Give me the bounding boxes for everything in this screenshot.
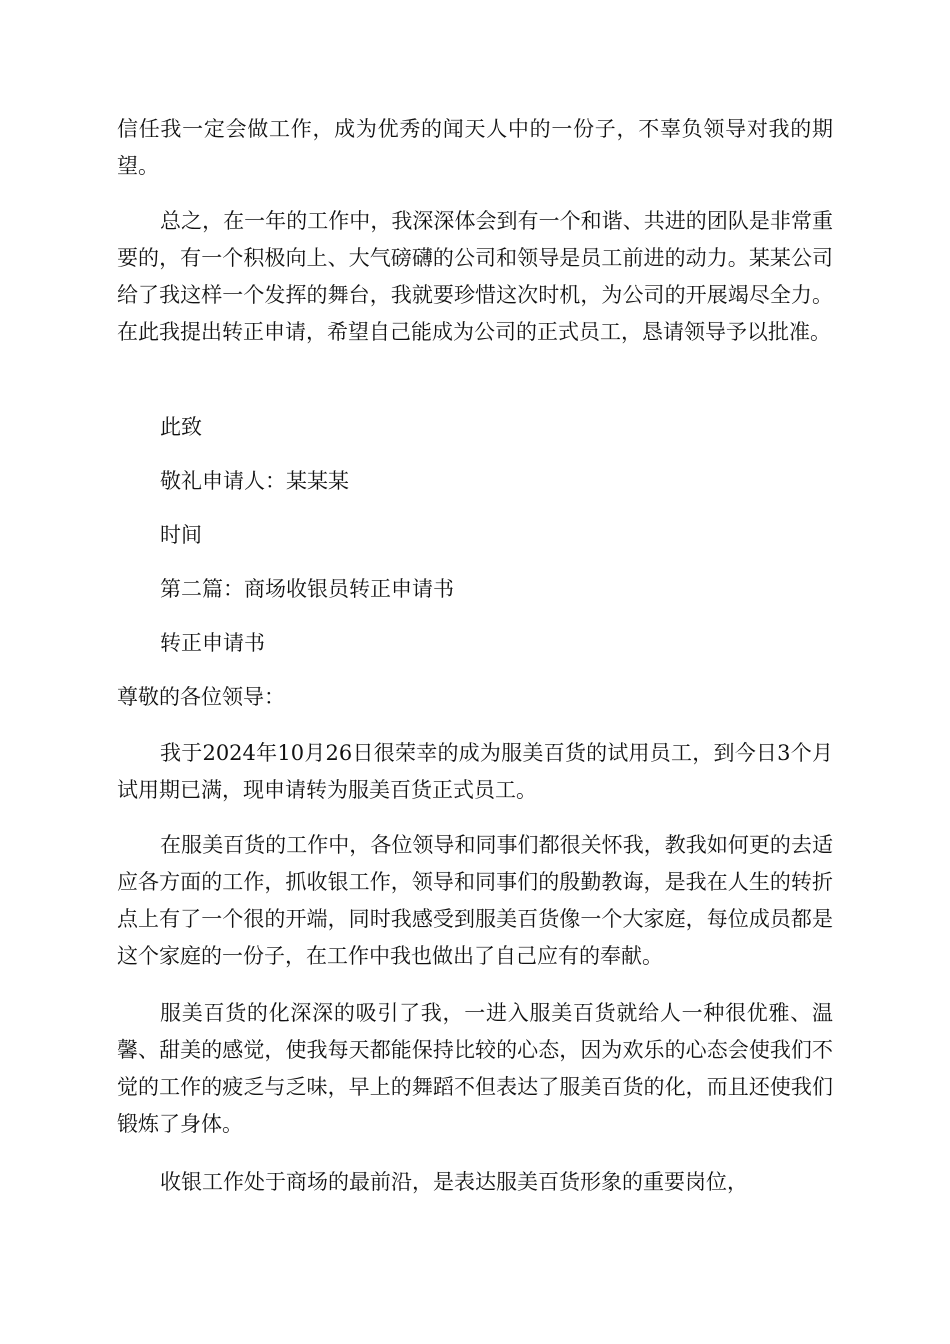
applicant-signature: 敬礼申请人：某某某 bbox=[160, 469, 349, 493]
salutation-cizhi: 此致 bbox=[160, 415, 202, 439]
paragraph-closing-trust: 信任我一定会做工作，成为优秀的闻天人中的一份子，不辜负领导对我的期望。 bbox=[117, 117, 833, 178]
paragraph-summary: 总之，在一年的工作中，我深深体会到有一个和谐、共进的团队是非常重要的，有一个积极向上、大气磅礴的公司和领导是员工前进的动力。某某公司给了我这样一个发挥的舞台，我就要珍惜这次时机，为公司的开展竭尽全力。在此我提出转正申请，希望自己能成为公司的正式员工，恳请领导予以批准。 bbox=[117, 209, 833, 344]
paragraph-culture: 服美百货的化深深的吸引了我，一进入服美百货就给人一种很优雅、温馨、甜美的感觉，使我每天都能保持比较的心态，因为欢乐的心态会使我们不觉的工作的疲乏与乏味，早上的舞蹈不但表达了服美百货的化，而且还使我们锻炼了身体。 bbox=[117, 1001, 833, 1136]
date-label: 时间 bbox=[160, 523, 202, 547]
greeting: 尊敬的各位领导： bbox=[117, 685, 285, 709]
paragraph-cashier-role: 收银工作处于商场的最前沿，是表达服美百货形象的重要岗位， bbox=[160, 1170, 748, 1194]
paragraph-work-experience: 在服美百货的工作中，各位领导和同事们都很关怀我，教我如何更的去适应各方面的工作，抓收银工作，领导和同事们的殷勤教诲，是我在人生的转折点上有了一个很的开端，同时我感受到服美百货像一个大家庭，每位成员都是这个家庭的一份子，在工作中我也做出了自己应有的奉献。 bbox=[117, 833, 833, 968]
document-title: 转正申请书 bbox=[160, 631, 265, 655]
section-title: 第二篇：商场收银员转正申请书 bbox=[160, 577, 454, 601]
paragraph-intro: 我于2024年10月26日很荣幸的成为服美百货的试用员工，到今日3个月试用期已满，现申请转为服美百货正式员工。 bbox=[117, 741, 833, 802]
